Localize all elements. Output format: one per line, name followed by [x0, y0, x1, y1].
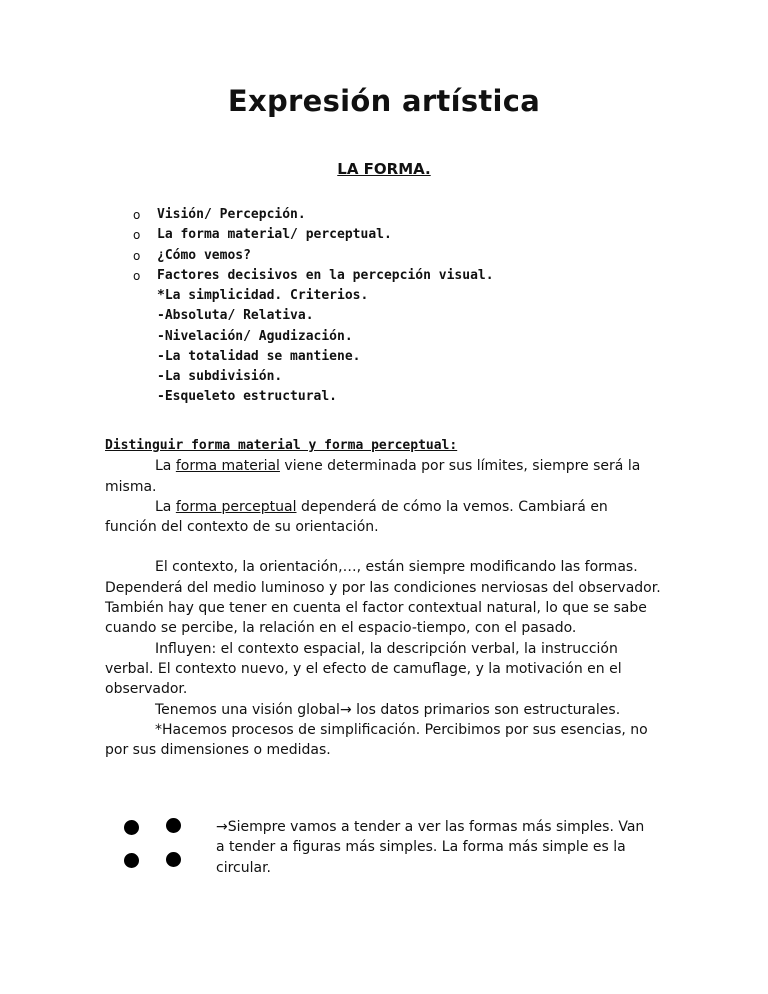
figure-caption: →Siempre vamos a tender a ver las formas más simples. Van a tender a figuras más simples. La forma más simple es la circular.: [216, 819, 645, 876]
paragraph: *Hacemos procesos de simplificación. Percibimos por sus esencias, no por sus dimensiones o medidas.: [105, 721, 648, 759]
paragraph: Tenemos una visión global→ los datos primarios son estructurales.: [155, 701, 621, 718]
outline-list: [133, 205, 494, 286]
dot: [166, 852, 181, 867]
four-dots-figure: [122, 818, 184, 870]
bullet-mark: o: [133, 228, 141, 243]
term-forma-perceptual: forma perceptual: [175, 498, 297, 515]
outline-item: o Factores decisivos en la percepción visual.: [133, 266, 494, 286]
document-title: Expresión artística: [227, 84, 541, 118]
dot: [124, 820, 139, 835]
outline-subitem: -La totalidad se mantiene.: [157, 348, 361, 364]
paragraph: La forma perceptual dependerá de cómo la vemos. Cambiará en función del contexto de su orientación.: [105, 498, 608, 536]
outline-item: o Visión/ Percepción.: [133, 205, 494, 225]
outline-item: o ¿Cómo vemos?: [133, 246, 494, 266]
outline-subitem: -La subdivisión.: [157, 369, 283, 385]
term-forma-material: forma material: [175, 458, 280, 475]
outline-sublist: [157, 286, 368, 408]
outline-subitem: -Nivelación/ Agudización.: [157, 328, 353, 344]
paragraph: El contexto, la orientación,…, están siempre modificando las formas. Dependerá del medio luminoso y por las condiciones nerviosas del observador. También hay que tener en cuenta el factor contextual natural, lo que se sabe cuando se percibe, la relación en el espacio-tiempo, con el pasado.: [105, 559, 661, 637]
bullet-mark: o: [133, 268, 141, 283]
section-heading: Distinguir forma material y forma perceptual:: [105, 438, 458, 453]
outline-subitem: -Esqueleto estructural.: [157, 389, 338, 405]
bullet-mark: o: [133, 248, 141, 263]
dot: [124, 853, 139, 868]
paragraph: La forma material viene determinada por sus límites, siempre será la misma.: [105, 458, 641, 495]
outline-subitem: -Absoluta/ Relativa.: [157, 308, 314, 324]
paragraph: Influyen: el contexto espacial, la descripción verbal, la instrucción verbal. El contexto nuevo, y el efecto de camuflage, y la motivación en el observador.: [105, 640, 622, 698]
spacer: [105, 537, 663, 557]
outline-item: o La forma material/ perceptual.: [133, 225, 494, 245]
bullet-mark: o: [133, 208, 141, 222]
document-subtitle: LA FORMA.: [337, 160, 431, 178]
outline-subitem: *La simplicidad. Criterios.: [157, 288, 369, 303]
dot: [166, 818, 181, 833]
body-section: [105, 436, 663, 760]
